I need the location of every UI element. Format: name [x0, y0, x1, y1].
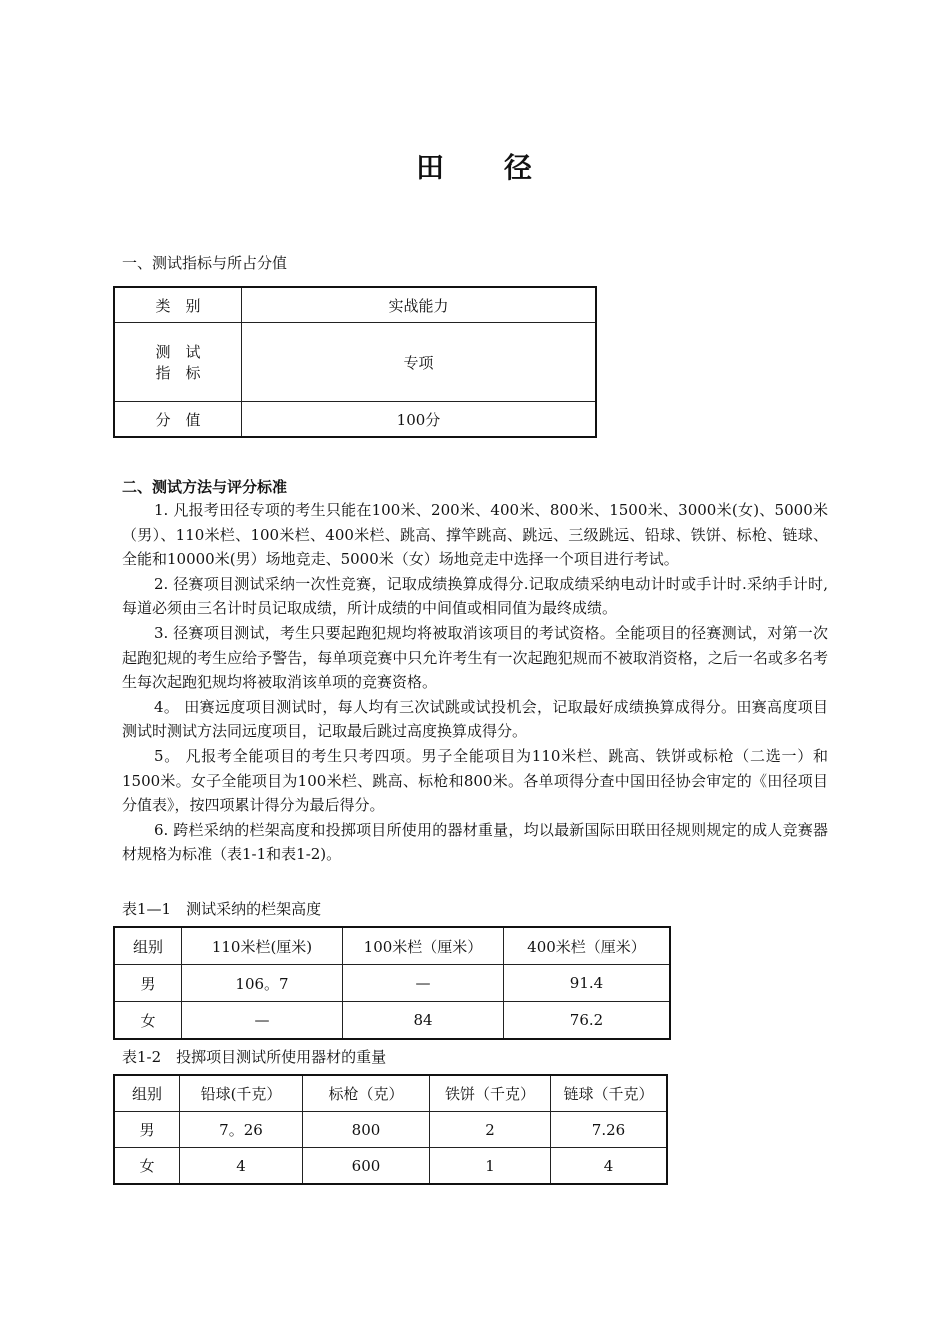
- index-value-score: 100分: [242, 402, 597, 438]
- table-cell: 106。7: [182, 965, 343, 1002]
- index-row-score: [114, 402, 596, 438]
- index-row-indicator: [114, 323, 596, 402]
- index-label-indicator-line1: 测 试: [155, 343, 201, 361]
- table-cell: —: [343, 965, 504, 1002]
- title-char-2: 径: [504, 151, 535, 184]
- table-header-cell: 组别: [114, 927, 182, 965]
- table-cell: 1: [430, 1148, 551, 1185]
- table-cell: 4: [180, 1148, 303, 1185]
- table-cell: 4: [551, 1148, 668, 1185]
- table-cell: 2: [430, 1112, 551, 1148]
- table-header-cell: 400米栏（厘米）: [504, 927, 671, 965]
- index-label-indicator-line2: 指 标: [155, 364, 201, 382]
- table-header-row: [114, 1075, 667, 1112]
- paragraph-1: 1. 凡报考田径专项的考生只能在100米、200米、400米、800米、1500米、3000米(女)、5000米（男）、110米栏、100米栏、400米栏、跳高、撑竿跳高、跳远、三级跳远、铅球、铁饼、标枪、链球、全能和10000米(男）场地竞走、5000米（女）场地竞走中选择一个项目进行考试。: [122, 501, 828, 569]
- table-header-row: [114, 927, 670, 965]
- table-cell: 女: [114, 1002, 182, 1040]
- table-header-cell: 铅球(千克）: [180, 1075, 303, 1112]
- table-cell: —: [182, 1002, 343, 1040]
- hurdle-height-table: [113, 926, 671, 1040]
- table-row: [114, 965, 670, 1002]
- paragraph-4: 4。 田赛远度项目测试时，每人均有三次试跳或试投机会，记取最好成绩换算成得分。田赛高度项目测试时测试方法同远度项目，记取最后跳过高度换算成得分。: [122, 697, 828, 741]
- index-label-category: 类 别: [114, 287, 242, 323]
- paragraph-6: 6. 跨栏采纳的栏架高度和投掷项目所使用的器材重量，均以最新国际田联田径规则规定的成人竞赛器材规格为标准（表1-1和表1-2)。: [122, 820, 828, 864]
- table-row: [114, 1002, 670, 1040]
- paragraph-2: 2. 径赛项目测试采纳一次性竞赛，记取成绩换算成得分.记取成绩采纳电动计时或手计时.采纳手计时,每道必须由三名计时员记取成绩，所计成绩的中间值或相同值为最终成绩。: [122, 574, 828, 618]
- table1-1-caption: 表1—1 测试采纳的栏架高度: [122, 900, 322, 918]
- table-cell: 7.26: [551, 1112, 668, 1148]
- equipment-weight-table: [113, 1074, 668, 1185]
- table-cell: 男: [114, 965, 182, 1002]
- table-header-cell: 100米栏（厘米）: [343, 927, 504, 965]
- table-header-cell: 标枪（克）: [303, 1075, 430, 1112]
- index-row-category: [114, 287, 596, 323]
- table-header-cell: 组别: [114, 1075, 180, 1112]
- section1-heading: 一、测试指标与所占分值: [122, 254, 288, 272]
- table-header-cell: 铁饼（千克）: [430, 1075, 551, 1112]
- index-label-score: 分 值: [114, 402, 242, 438]
- table-cell: 800: [303, 1112, 430, 1148]
- table-header-cell: 链球（千克）: [551, 1075, 668, 1112]
- index-value-category: 实战能力: [242, 287, 597, 323]
- table-cell: 7。26: [180, 1112, 303, 1148]
- title-char-1: 田: [415, 151, 446, 184]
- table-row: [114, 1148, 667, 1185]
- table-header-cell: 110米栏(厘米): [182, 927, 343, 965]
- table-cell: 91.4: [504, 965, 671, 1002]
- paragraph-5: 5。 凡报考全能项目的考生只考四项。男子全能项目为110米栏、跳高、铁饼或标枪（二选一）和1500米。女子全能项目为100米栏、跳高、标枪和800米。各单项得分查中国田径协会审定的《田径项目分值表》，按四项累计得分为最后得分。: [122, 746, 828, 815]
- index-table: [113, 286, 597, 438]
- table-cell: 76.2: [504, 1002, 671, 1040]
- table-cell: 男: [114, 1112, 180, 1148]
- table-cell: 600: [303, 1148, 430, 1185]
- index-value-indicator: 专项: [242, 323, 597, 402]
- index-label-indicator: [114, 323, 242, 402]
- table-row: [114, 1112, 667, 1148]
- table1-2-caption: 表1-2 投掷项目测试所使用器材的重量: [122, 1048, 387, 1066]
- section2-heading: 二、测试方法与评分标准: [122, 478, 288, 496]
- paragraph-3: 3. 径赛项目测试，考生只要起跑犯规均将被取消该项目的考试资格。全能项目的径赛测试，对第一次起跑犯规的考生应给予警告，每单项竞赛中只允许考生有一次起跑犯规而不被取消资格，之后一名或多名考生每次起跑犯规均将被取消该单项的竞赛资格。: [122, 623, 828, 692]
- table-cell: 84: [343, 1002, 504, 1040]
- page-title: [0, 146, 950, 186]
- table-cell: 女: [114, 1148, 180, 1185]
- section2-body: [122, 498, 828, 867]
